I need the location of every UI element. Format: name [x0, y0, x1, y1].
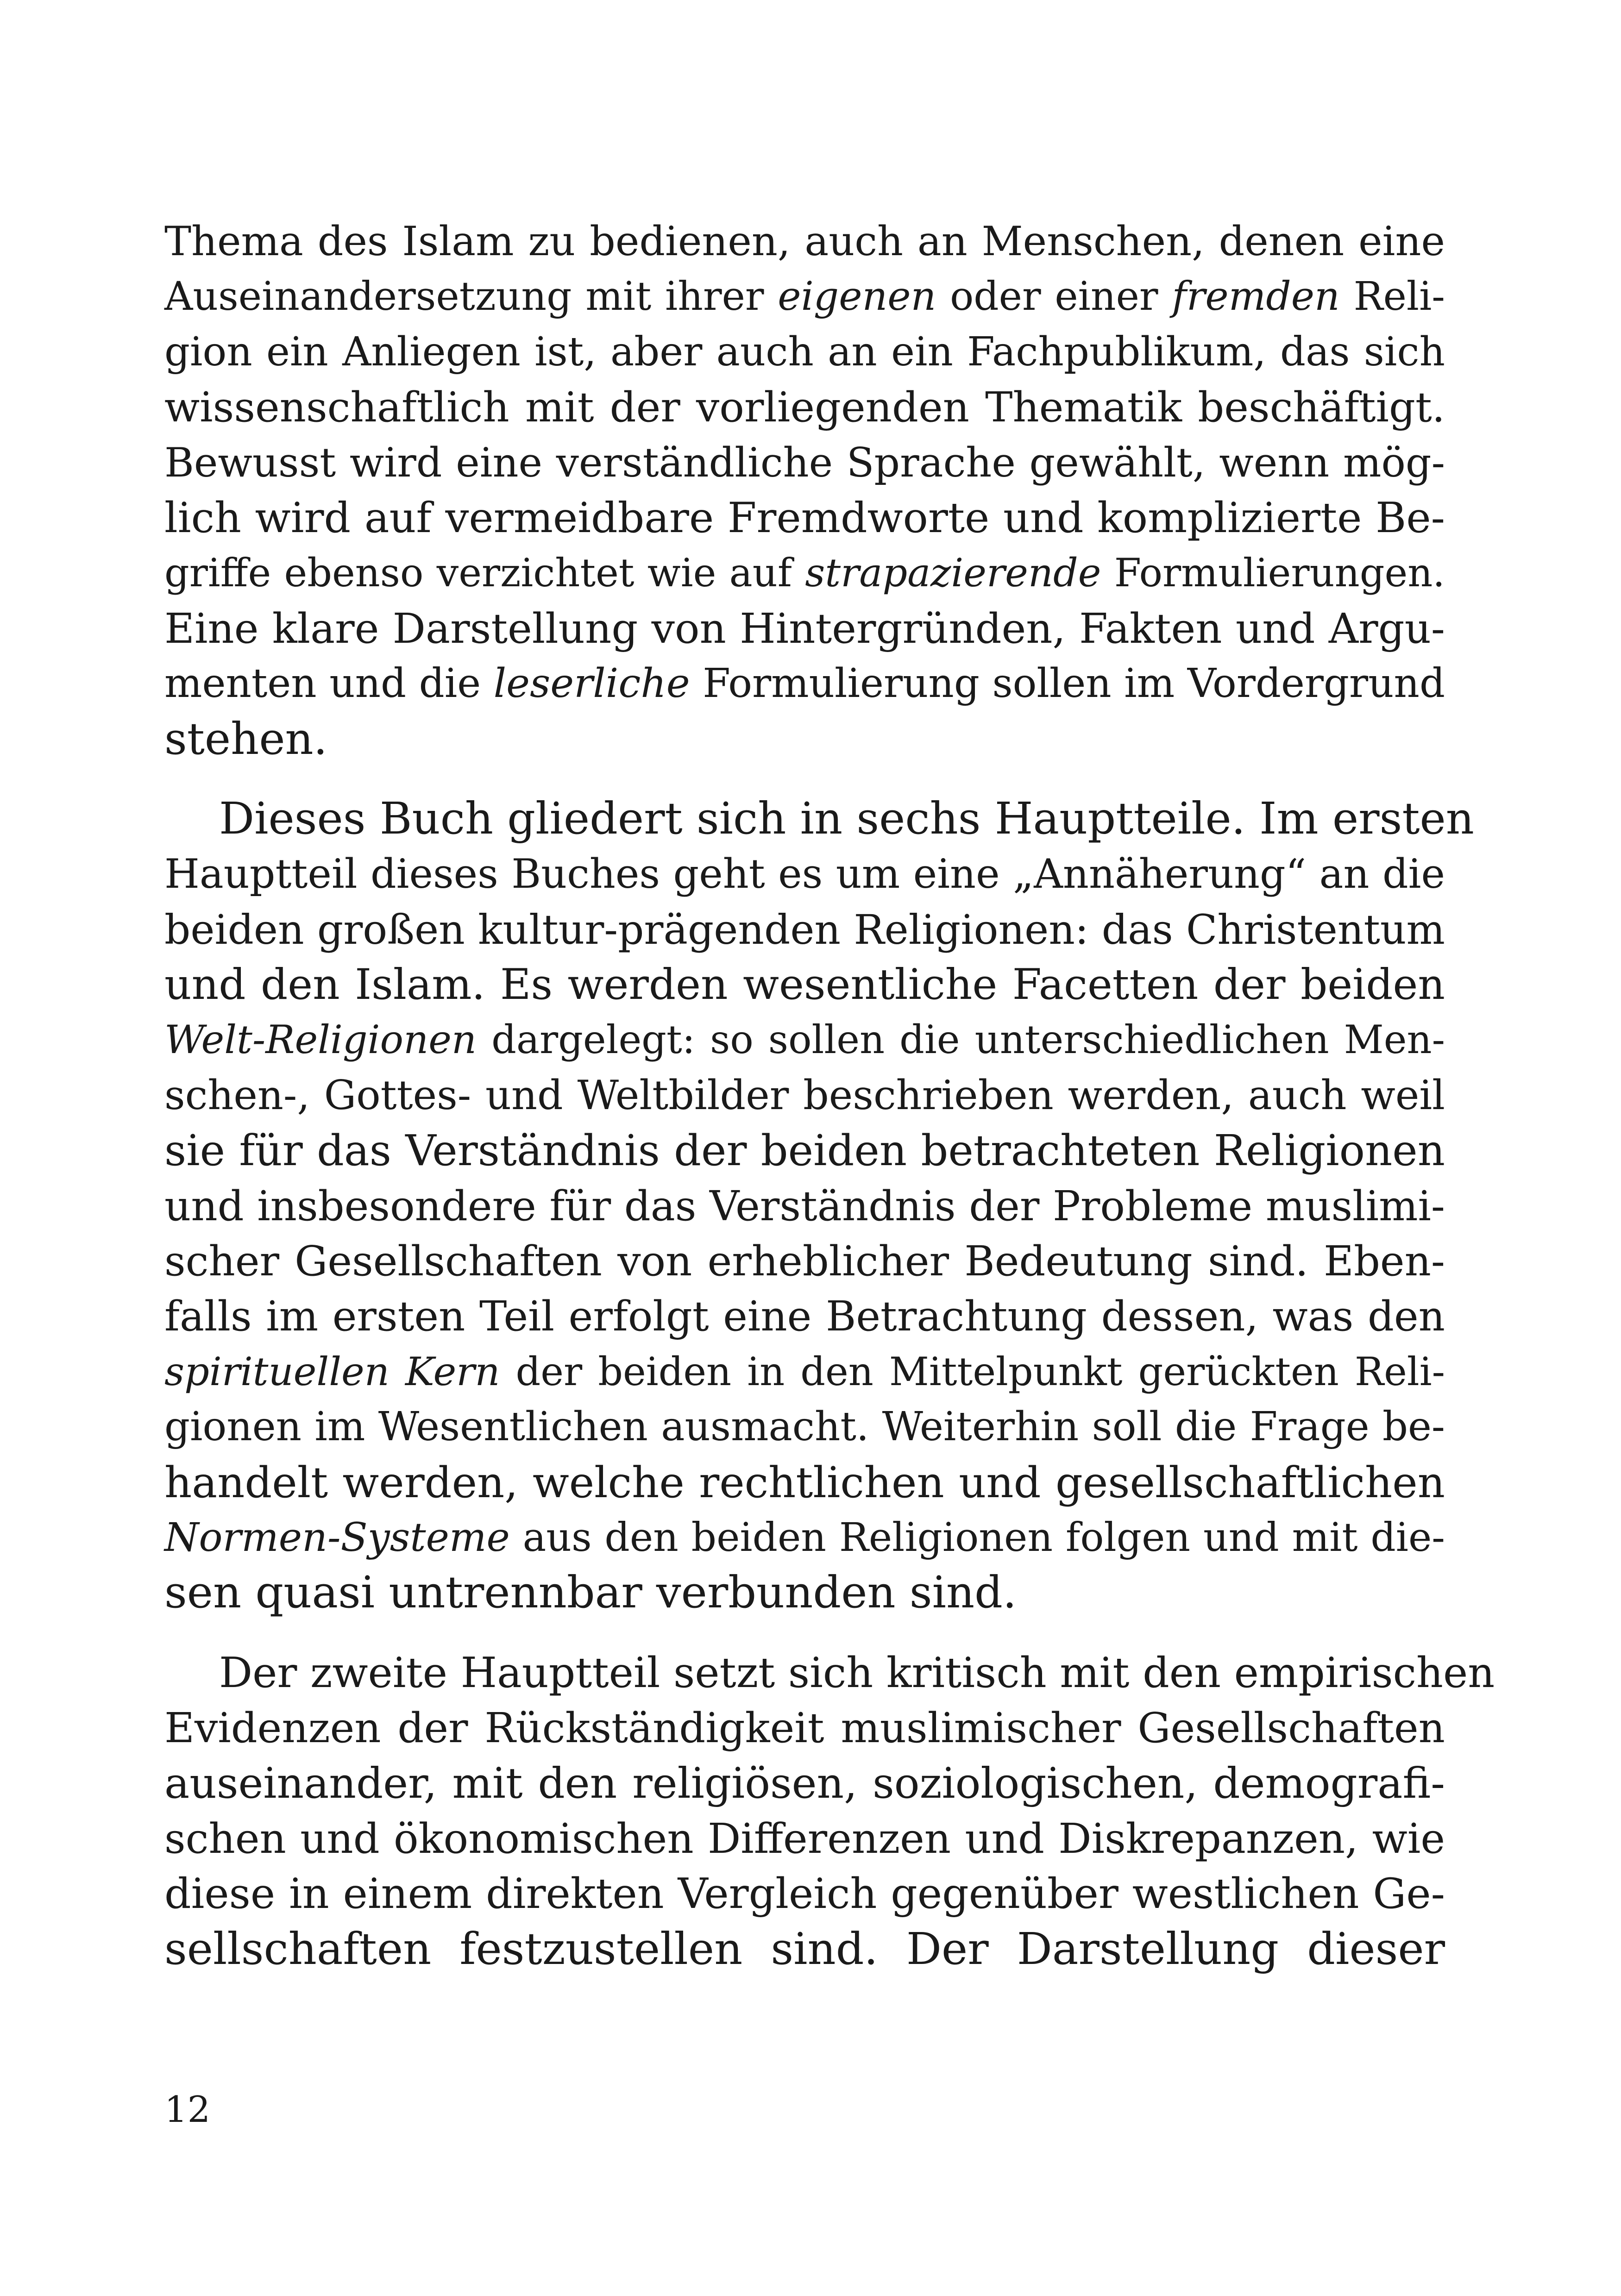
text-line: [164, 1510, 1445, 1565]
italic-phrase: fremden: [1172, 274, 1340, 320]
italic-phrase: strapazierende: [805, 550, 1101, 596]
text-run: Auseinandersetzung mit ihrer: [164, 274, 778, 320]
text-run: gion ein Anliegen ist, aber auch an ein Fachpublikum, das sich: [164, 328, 1445, 375]
text-run: beiden großen kultur-prägenden Religionen: das Christentum: [164, 905, 1445, 954]
paragraph: [164, 1645, 1495, 1977]
text-run: Bewusst wird eine verständliche Sprache gewählt, wenn mög-: [164, 439, 1445, 486]
text-line: [164, 1234, 1445, 1289]
text-run: Thema des Islam zu bedienen, auch an Menschen, denen eine: [164, 218, 1445, 265]
text-run: Reli-: [1339, 274, 1445, 320]
text-run: Evidenzen der Rückständigkeit muslimischer Gesellschaften: [164, 1704, 1445, 1752]
text-run: handelt werden, welche rechtlichen und gesellschaftlichen: [164, 1457, 1445, 1507]
text-line: [164, 1866, 1445, 1921]
text-line: [164, 1068, 1445, 1123]
text-line: [164, 325, 1445, 380]
text-run: sen quasi untrennbar verbunden sind.: [164, 1567, 1017, 1618]
text-line: [164, 1123, 1445, 1178]
text-run: auseinander, mit den religiösen, soziologischen, demografi-: [164, 1759, 1445, 1808]
text-run: oder einer: [936, 274, 1172, 320]
text-line: [164, 656, 1445, 711]
text-line: [164, 847, 1445, 902]
text-run: diese in einem direkten Vergleich gegenüber westlichen Ge-: [164, 1869, 1445, 1919]
text-run: griffe ebenso verzichtet wie auf: [164, 550, 805, 596]
italic-phrase: Normen-Systeme: [164, 1514, 510, 1561]
text-run: aus den beiden Religionen folgen und mit die-: [509, 1514, 1445, 1561]
text-line: [164, 1455, 1445, 1510]
text-run: sellschaften festzustellen sind. Der Darstellung dieser: [164, 1923, 1445, 1975]
text-run: menten und die: [164, 660, 494, 707]
text-line: [164, 1922, 1445, 1977]
text-line: [164, 1565, 1445, 1620]
text-run: Formulierungen.: [1101, 550, 1445, 596]
text-line: [164, 791, 1474, 847]
text-run: Formulierung sollen im Vordergrund: [690, 660, 1445, 707]
text-run: dargelegt: so sollen die unterschiedlichen Men-: [477, 1017, 1445, 1063]
text-run: lich wird auf vermeidbare Fremdworte und komplizierte Be-: [164, 493, 1445, 542]
text-run: stehen.: [164, 713, 327, 765]
text-run: der beiden in den Mittelpunkt gerückten Reli-: [500, 1349, 1445, 1394]
paragraph-gap: [164, 1621, 1445, 1645]
text-line: [164, 1645, 1495, 1700]
text-run: Hauptteil dieses Buches geht es um eine „Annäherung“ an die: [164, 850, 1445, 898]
text-line: [164, 601, 1445, 656]
text-line: [164, 269, 1445, 324]
text-run: sie für das Verständnis der beiden betrachteten Religionen: [164, 1126, 1445, 1176]
text-line: [164, 380, 1445, 435]
text-run: falls im ersten Teil erfolgt eine Betrachtung dessen, was den: [164, 1292, 1445, 1341]
text-run: wissenschaftlich mit der vorliegenden Thematik beschäftigt.: [164, 383, 1445, 432]
italic-phrase: leserliche: [493, 660, 690, 707]
text-run: und insbesondere für das Verständnis der Probleme muslimi-: [164, 1181, 1445, 1230]
text-run: scher Gesellschaften von erheblicher Bedeutung sind. Eben-: [164, 1237, 1445, 1286]
text-line: [164, 902, 1445, 957]
text-run: gionen im Wesentlichen ausmacht. Weiterhin soll die Frage be-: [164, 1404, 1445, 1450]
text-line: [164, 1289, 1445, 1344]
italic-phrase: spirituellen Kern: [164, 1349, 500, 1394]
text-line: [164, 435, 1445, 490]
text-run: und den Islam. Es werden wesentliche Facetten der beiden: [164, 960, 1445, 1010]
paragraph-gap: [164, 767, 1445, 791]
italic-phrase: eigenen: [778, 274, 936, 320]
text-run: Der zweite Hauptteil setzt sich kritisch mit den empirischen: [219, 1648, 1495, 1697]
text-line: [164, 1012, 1445, 1067]
text-line: [164, 957, 1445, 1012]
body-text: [164, 214, 1495, 1977]
paragraph: [164, 791, 1474, 1621]
text-run: schen-, Gottes- und Weltbilder beschrieben werden, auch weil: [164, 1071, 1445, 1119]
page-number: 12: [164, 2089, 211, 2131]
text-line: [164, 1811, 1445, 1866]
text-line: [164, 712, 1445, 767]
text-run: Dieses Buch gliedert sich in sechs Hauptteile. Im ersten: [219, 793, 1474, 844]
italic-phrase: Welt-Religionen: [164, 1017, 477, 1063]
text-line: [164, 1399, 1445, 1455]
text-line: [164, 546, 1445, 601]
text-line: [164, 214, 1445, 269]
text-line: [164, 1756, 1445, 1811]
text-line: [164, 1179, 1445, 1234]
text-line: [164, 1700, 1445, 1756]
text-run: Eine klare Darstellung von Hintergründen, Fakten und Argu-: [164, 604, 1445, 652]
text-line: [164, 490, 1445, 546]
text-line: [164, 1344, 1445, 1399]
paragraph: [164, 214, 1445, 767]
text-run: schen und ökonomischen Differenzen und Diskrepanzen, wie: [164, 1814, 1445, 1863]
